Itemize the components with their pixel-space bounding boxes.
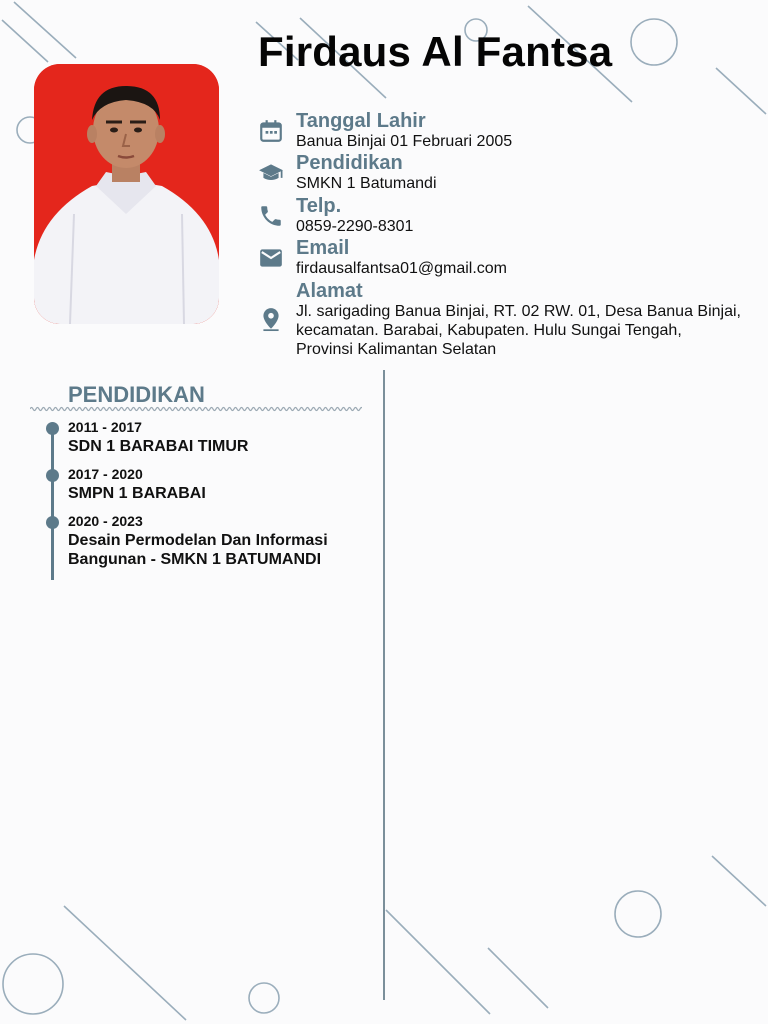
column-divider (383, 370, 385, 1000)
info-label: Telp. (296, 195, 342, 217)
info-value: 0859-2290-8301 (296, 218, 414, 235)
timeline-school: Desain Permodelan Dan Informasi Bangunan - SMKN 1 BATUMANDI (68, 532, 328, 568)
timeline-school: SDN 1 BARABAI TIMUR (68, 438, 249, 455)
timeline-dot (46, 422, 59, 435)
wavy-divider (30, 404, 362, 414)
profile-photo (34, 64, 219, 324)
section-title-education: PENDIDIKAN (68, 382, 205, 407)
full-name: Firdaus Al Fantsa (258, 28, 613, 75)
info-label: Email (296, 237, 350, 259)
info-label: Alamat (296, 280, 363, 302)
timeline-year: 2020 - 2023 (68, 513, 143, 529)
graduation-cap-icon (258, 160, 284, 186)
timeline-school: SMPN 1 BARABAI (68, 485, 206, 502)
timeline-dot (46, 516, 59, 529)
info-value: firdausalfantsa01@gmail.com (296, 260, 508, 277)
portrait-photo (34, 64, 219, 324)
mail-icon (258, 245, 284, 271)
timeline-year: 2017 - 2020 (68, 466, 143, 482)
info-label: Tanggal Lahir (296, 110, 426, 132)
info-value: Jl. sarigading Banua Binjai, RT. 02 RW. 01, Desa Banua Binjai, kecamatan. Barabai, Kabupaten. Hulu Sungai Tengah, Provinsi Kalimantan Selatan (296, 303, 741, 358)
timeline-line (51, 428, 54, 580)
calendar-icon (258, 118, 284, 144)
info-value: Banua Binjai 01 Februari 2005 (296, 133, 513, 150)
location-pin-icon (258, 306, 284, 332)
info-value: SMKN 1 Batumandi (296, 175, 437, 192)
phone-icon (258, 203, 284, 229)
info-label: Pendidikan (296, 152, 403, 174)
timeline-dot (46, 469, 59, 482)
timeline-year: 2011 - 2017 (68, 419, 142, 435)
